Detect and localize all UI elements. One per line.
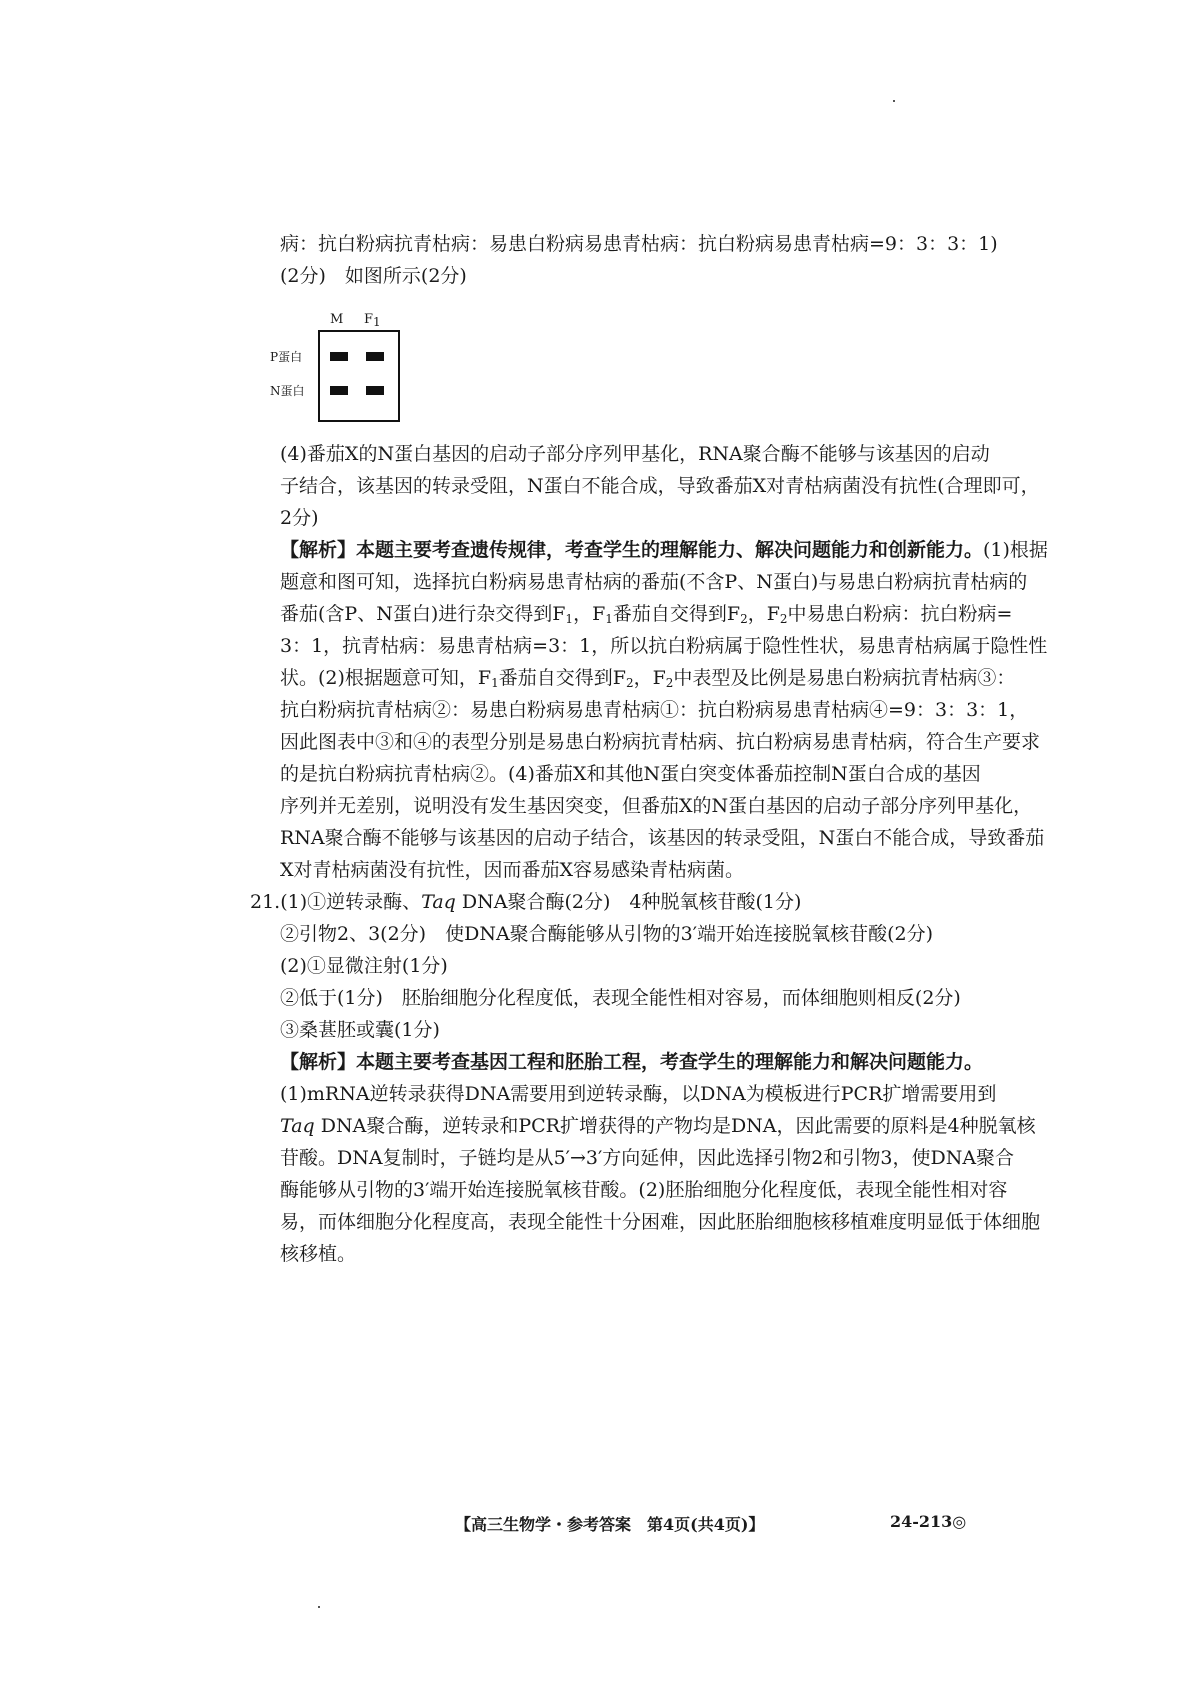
row-label-p-protein: P蛋白 xyxy=(270,350,303,364)
text-line: Taq DNA聚合酶，逆转录和PCR扩增获得的产物均是DNA，因此需要的原料是4种脱氧核 xyxy=(280,1115,1036,1137)
text-line: 病：抗白粉病抗青枯病：易患白粉病易患青枯病：抗白粉病易患青枯病=9：3：3：1) xyxy=(280,233,998,255)
band-f1-p xyxy=(366,352,384,361)
text-line: RNA聚合酶不能够与该基因的启动子结合，该基因的转录受阻，N蛋白不能合成，导致番茄 xyxy=(280,827,1045,849)
text-line: 因此图表中③和④的表型分别是易患白粉病抗青枯病、抗白粉病易患青枯病，符合生产要求 xyxy=(280,731,1041,753)
text-line: (2分) 如图所示(2分) xyxy=(280,265,467,287)
text-line: 易，而体细胞分化程度高，表现全能性十分困难，因此胚胎细胞核移植难度明显低于体细胞 xyxy=(280,1211,1041,1233)
text-line: 2分) xyxy=(280,507,319,529)
band-m-n xyxy=(330,386,348,395)
text-line: 题意和图可知，选择抗白粉病易患青枯病的番茄(不含P、N蛋白)与易患白粉病抗青枯病的 xyxy=(280,571,1028,593)
text-line: (2)①显微注射(1分) xyxy=(280,955,448,977)
document-code: 24-213◎ xyxy=(890,1512,967,1531)
band-m-p xyxy=(330,352,348,361)
page-footer: 【高三生物学・参考答案 第4页(共4页)】 xyxy=(455,1515,765,1534)
text-line: 序列并无差别，说明没有发生基因突变，但番茄X的N蛋白基因的启动子部分序列甲基化， xyxy=(280,795,1033,817)
question-21-line: 21.(1)①逆转录酶、Taq DNA聚合酶(2分) 4种脱氧核苷酸(1分) xyxy=(250,891,802,913)
text-line: 番茄(含P、N蛋白)进行杂交得到$F_1$，$F_1$番茄自交得到$F_2$，$F_2$中易患白粉病：抗白粉病= xyxy=(280,603,1013,626)
text-line: ②引物2、3(2分) 使DNA聚合酶能够从引物的3′端开始连接脱氧核苷酸(2分) xyxy=(280,923,933,945)
text-line: 酶能够从引物的3′端开始连接脱氧核苷酸。(2)胚胎细胞分化程度低，表现全能性相对容 xyxy=(280,1179,1008,1201)
text-line: 的是抗白粉病抗青枯病②。(4)番茄X和其他N蛋白突变体番茄控制N蛋白合成的基因 xyxy=(280,763,981,785)
protein-band-diagram xyxy=(270,312,430,422)
text-line: ③桑葚胚或囊(1分) xyxy=(280,1019,440,1041)
text-line: 子结合，该基因的转录受阻，N蛋白不能合成，导致番茄X对青枯病菌没有抗性(合理即可， xyxy=(280,475,1040,497)
analysis-heading: 【解析】本题主要考查基因工程和胚胎工程，考查学生的理解能力和解决问题能力。 xyxy=(280,1051,984,1073)
text-line: 抗白粉病抗青枯病②：易患白粉病易患青枯病①：抗白粉病易患青枯病④=9：3：3：1， xyxy=(280,699,1029,721)
band-f1-n xyxy=(366,386,384,395)
column-label-f1: $F_1$ xyxy=(364,312,381,329)
text-line: 苷酸。DNA复制时，子链均是从5′→3′方向延伸，因此选择引物2和引物3，使DNA聚合 xyxy=(280,1147,1015,1169)
text-line: ②低于(1分) 胚胎细胞分化程度低，表现全能性相对容易，而体细胞则相反(2分) xyxy=(280,987,961,1009)
scan-speck xyxy=(318,1606,320,1608)
gel-box xyxy=(318,330,400,422)
text-line: (4)番茄X的N蛋白基因的启动子部分序列甲基化，RNA聚合酶不能够与该基因的启动 xyxy=(280,443,990,465)
scan-speck xyxy=(893,100,895,102)
analysis-heading: 【解析】本题主要考查遗传规律，考查学生的理解能力、解决问题能力和创新能力。(1)根据 xyxy=(280,539,1048,561)
row-label-n-protein: N蛋白 xyxy=(270,384,305,398)
column-label-m: M xyxy=(330,312,344,327)
text-line: X对青枯病菌没有抗性，因而番茄X容易感染青枯病菌。 xyxy=(280,859,745,881)
text-line: 3：1，抗青枯病：易患青枯病=3：1，所以抗白粉病属于隐性性状，易患青枯病属于隐性性 xyxy=(280,635,1048,657)
text-line: 状。(2)根据题意可知，$F_1$番茄自交得到$F_2$，$F_2$中表型及比例是易患白粉病抗青枯病③： xyxy=(280,667,1016,690)
text-line: 核移植。 xyxy=(280,1243,357,1265)
text-line: (1)mRNA逆转录获得DNA需要用到逆转录酶，以DNA为模板进行PCR扩增需要用到 xyxy=(280,1083,997,1105)
